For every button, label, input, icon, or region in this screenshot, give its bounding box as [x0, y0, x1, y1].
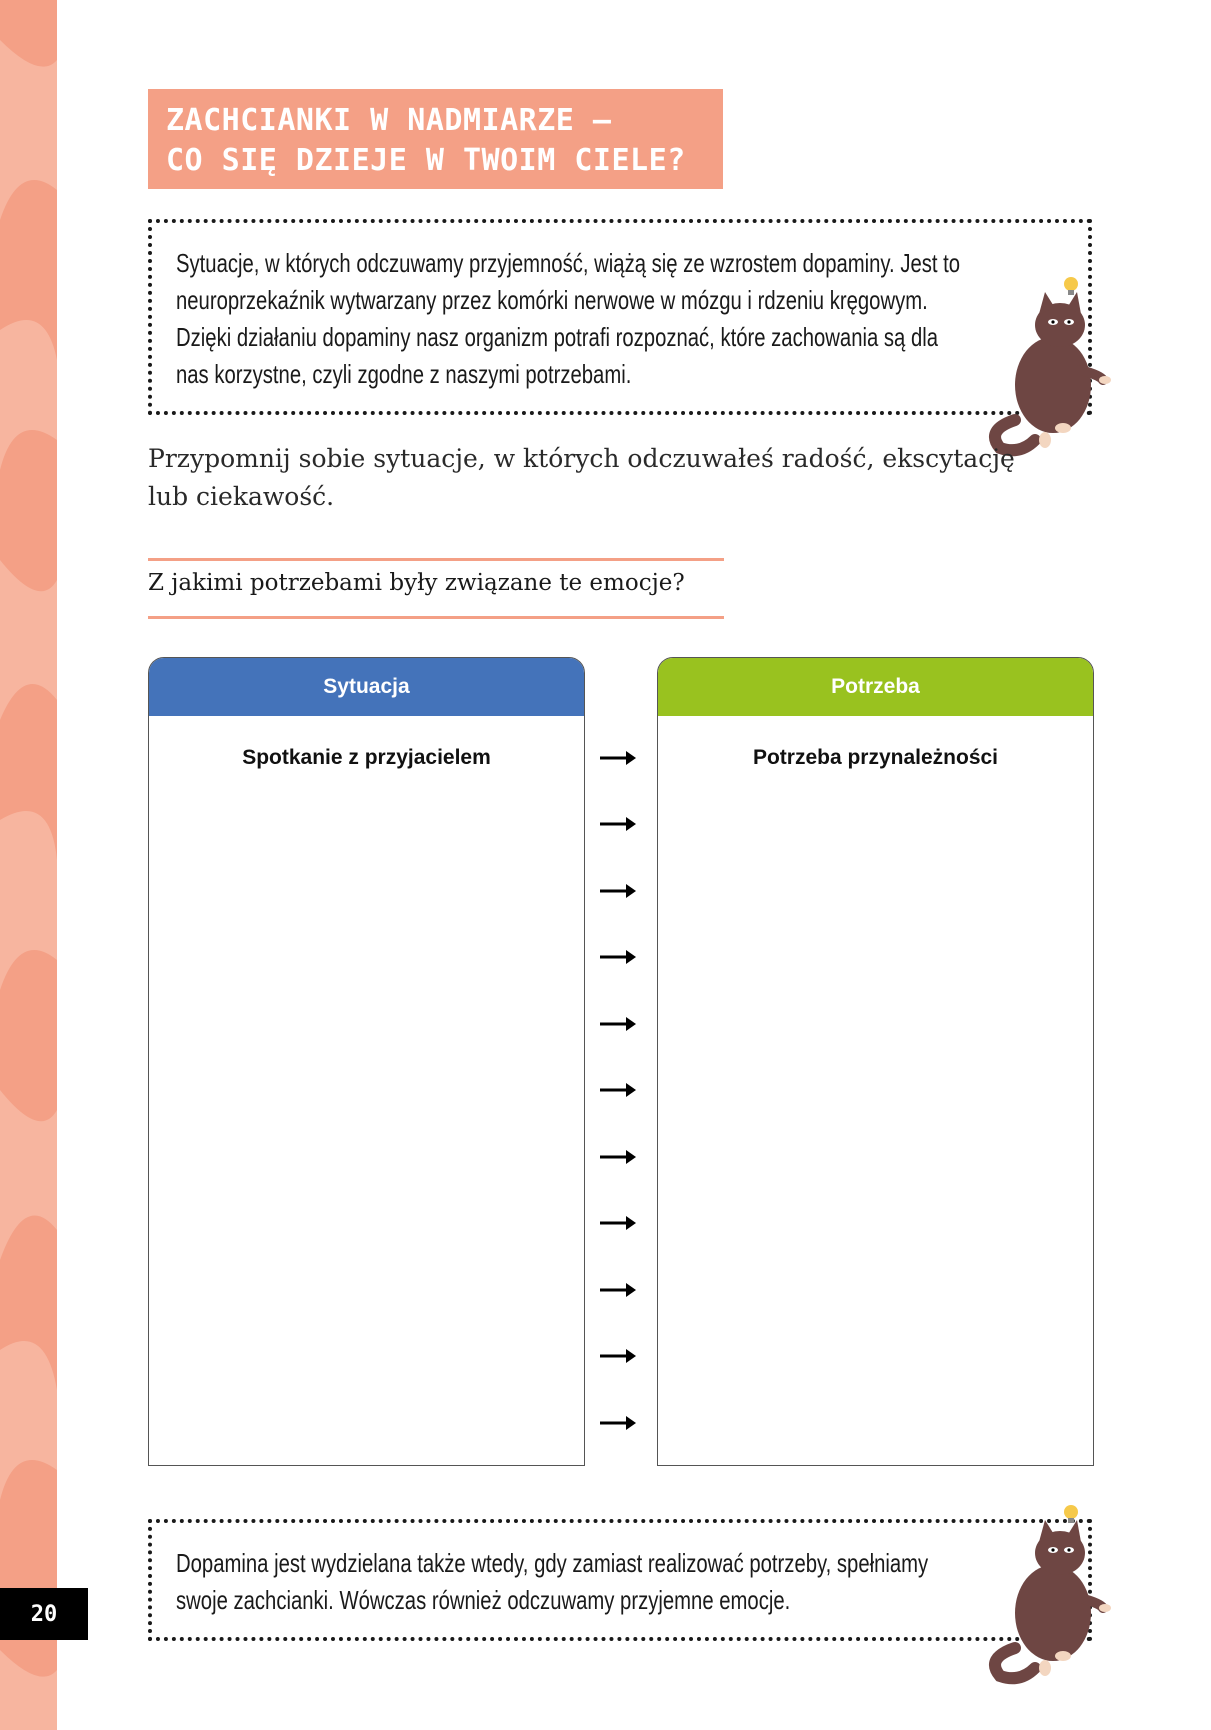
section-title-line-2: CO SIĘ DZIEJE W TWOIM CIELE?	[166, 143, 686, 178]
arrow-right-icon	[598, 1346, 638, 1366]
need-example: Potrzeba przynależności	[752, 746, 999, 769]
question-heading: Z jakimi potrzebami były związane te emocje?	[148, 570, 685, 596]
arrow-right-icon	[598, 881, 638, 901]
arrow-right-icon	[598, 1413, 638, 1433]
decorative-side-strip	[0, 0, 57, 1730]
side-strip-pattern	[0, 0, 57, 1730]
arrow-right-icon	[598, 947, 638, 967]
info-line-4: nas korzystne, czyli zgodne z naszymi potrzebami.	[176, 359, 632, 389]
arrow-right-icon	[598, 1280, 638, 1300]
section-title	[148, 89, 723, 189]
section-title-line-1: ZACHCIANKI W NADMIARZE –	[166, 103, 612, 138]
page-number: 20	[0, 1588, 88, 1640]
prompt-line-1: Przypomnij sobie sytuacje, w których odczuwałeś radość, ekscytację	[148, 444, 1015, 473]
cat-with-lightbulb-icon	[975, 270, 1115, 460]
need-column-header: Potrzeba	[658, 658, 1093, 716]
info-line-3: Dzięki działaniu dopaminy nasz organizm potrafi rozpoznać, które zachowania są dla	[176, 322, 939, 352]
need-column	[657, 657, 1094, 1466]
situation-column	[148, 657, 585, 1466]
arrow-right-icon	[598, 814, 638, 834]
question-top-rule	[148, 558, 724, 561]
arrow-right-icon	[598, 1080, 638, 1100]
info-line-1: Sytuacje, w których odczuwamy przyjemność, wiążą się ze wzrostem dopaminy. Jest to	[176, 248, 961, 278]
arrow-right-icon	[598, 1014, 638, 1034]
prompt-line-2: lub ciekawość.	[148, 482, 335, 511]
arrow-right-icon	[598, 1213, 638, 1233]
info-bottom-line-1: Dopamina jest wydzielana także wtedy, gdy zamiast realizować potrzeby, spełniamy	[176, 1548, 929, 1578]
info-bottom-line-2: swoje zachcianki. Wówczas również odczuwamy przyjemne emocje.	[176, 1585, 791, 1615]
info-box-cravings	[148, 1519, 1092, 1641]
cat-with-lightbulb-icon	[975, 1498, 1115, 1688]
arrow-right-icon	[598, 748, 638, 768]
arrow-right-icon	[598, 1147, 638, 1167]
info-box-bottom-text	[176, 1545, 987, 1619]
question-bottom-rule	[148, 616, 724, 619]
info-box-text	[176, 245, 987, 393]
info-box-dopamine	[148, 219, 1092, 415]
situation-column-header: Sytuacja	[149, 658, 584, 716]
prompt-text	[148, 440, 1048, 516]
situation-example: Spotkanie z przyjacielem	[242, 746, 491, 769]
info-line-2: neuroprzekaźnik wytwarzany przez komórki nerwowe w mózgu i rdzeniu kręgowym.	[176, 285, 928, 315]
